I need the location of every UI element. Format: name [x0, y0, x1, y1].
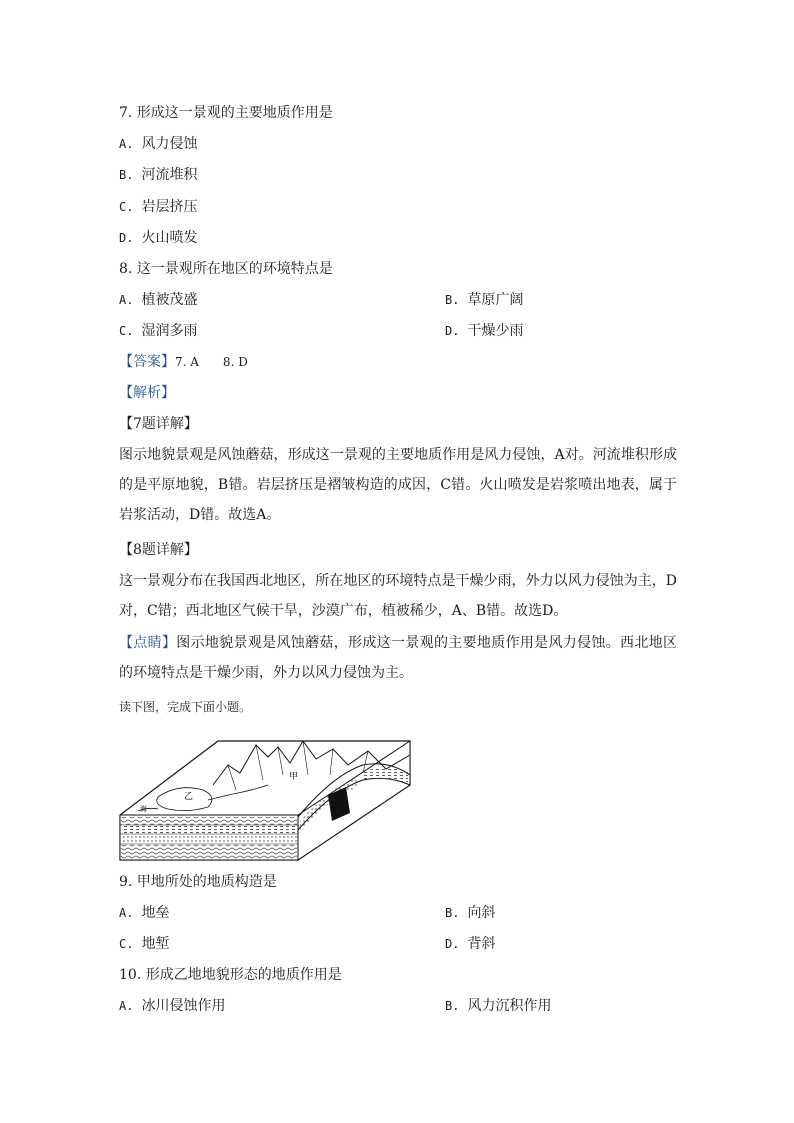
key-point-label: 【点睛】 [119, 635, 177, 651]
q7-option-b: B. 河流堆积 [119, 167, 198, 183]
detail7-text: 图示地貌景观是风蚀蘑菇，形成这一景观的主要地质作用是风力侵蚀，A对。河流堆积形成的是平原地貌，B错。岩层挤压是褶皱构造的成因，C错。火山喷发是岩浆喷出地表，属于岩浆活动，D错。故选A。 [119, 447, 677, 523]
q7-option-a: A. 风力侵蚀 [119, 136, 198, 152]
q9-option-a: A. 地垒 [119, 905, 170, 921]
q7-stem: 7. 形成这一景观的主要地质作用是 [119, 105, 333, 121]
key-point-text: 图示地貌景观是风蚀蘑菇，形成这一景观的主要地质作用是风力侵蚀。西北地区的环境特点是干燥少雨，外力以风力侵蚀为主。 [119, 635, 678, 681]
q8-option-c: C. 湿润多雨 [119, 323, 198, 339]
q8-option-d: D. 干燥少雨 [445, 323, 524, 339]
q9-option-b: B. 向斜 [445, 905, 496, 921]
q8-option-b: B. 草原广阔 [445, 292, 524, 308]
q9-option-c: C. 地堑 [119, 936, 170, 952]
q7-option-d: D. 火山喷发 [119, 230, 198, 246]
q10-option-b: B. 风力沉积作用 [445, 998, 552, 1014]
key-point [119, 628, 677, 688]
detail8-text: 这一景观分布在我国西北地区，所在地区的环境特点是干燥少雨，外力以风力侵蚀为主，D对，C错；西北地区气候干旱，沙漠广布，植被稀少，A、B错。故选D。 [119, 573, 677, 619]
q9-stem: 9. 甲地所处的地质构造是 [119, 874, 277, 890]
figure-intro: 读下图，完成下面小题。 [119, 700, 252, 714]
q10-stem: 10. 形成乙地地貌形态的地质作用是 [119, 967, 342, 983]
analysis-label: 【解析】 [119, 385, 175, 401]
answer-text: 7. A 8. D [175, 355, 248, 369]
label-sea: 海 [140, 805, 147, 813]
q8-option-a: A. 植被茂盛 [119, 292, 198, 308]
label-yi: 乙 [184, 792, 194, 802]
detail8-label: 【8题详解】 [119, 542, 198, 558]
answer-label: 【答案】 [119, 354, 175, 370]
detail7-label: 【7题详解】 [119, 416, 198, 432]
q9-option-d: D. 背斜 [445, 936, 496, 952]
q10-option-a: A. 冰川侵蚀作用 [119, 998, 226, 1014]
geologic-block-diagram [118, 735, 414, 861]
q8-stem: 8. 这一景观所在地区的环境特点是 [119, 261, 333, 277]
label-jia: 甲 [289, 772, 299, 782]
q7-option-c: C. 岩层挤压 [119, 199, 198, 215]
answer-line [119, 352, 248, 372]
